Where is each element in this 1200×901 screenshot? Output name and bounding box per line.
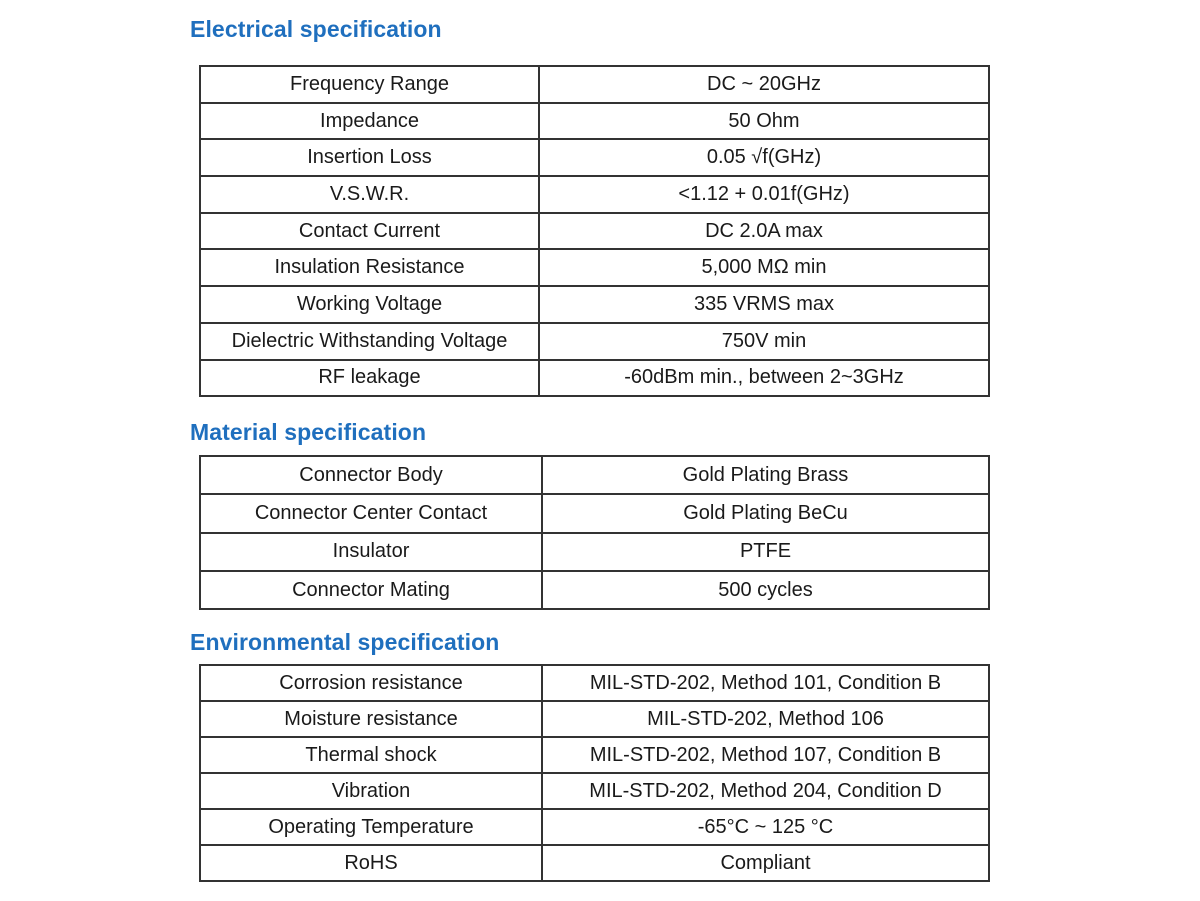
table-row: [200, 494, 989, 532]
table-row: [200, 845, 989, 881]
table-row: [200, 323, 989, 360]
environmental-spec-heading: Environmental specification: [190, 629, 500, 655]
value-cell: MIL-STD-202, Method 107, Condition B: [542, 737, 989, 773]
value-cell: 0.05 √f(GHz): [539, 139, 989, 176]
param-cell: RF leakage: [200, 360, 539, 397]
param-cell: Moisture resistance: [200, 701, 542, 737]
param-cell: Insulator: [200, 533, 542, 571]
param-cell: Working Voltage: [200, 286, 539, 323]
param-cell: Dielectric Withstanding Voltage: [200, 323, 539, 360]
value-cell: MIL-STD-202, Method 106: [542, 701, 989, 737]
param-cell: Insulation Resistance: [200, 249, 539, 286]
table-row: [200, 809, 989, 845]
electrical-spec-heading: Electrical specification: [190, 16, 442, 42]
table-row: [200, 103, 989, 140]
param-cell: Corrosion resistance: [200, 665, 542, 701]
electrical-spec-table: [199, 65, 990, 397]
param-cell: V.S.W.R.: [200, 176, 539, 213]
table-row: [200, 176, 989, 213]
material-spec-table: [199, 455, 990, 610]
table-row: [200, 533, 989, 571]
param-cell: Operating Temperature: [200, 809, 542, 845]
table-row: [200, 139, 989, 176]
table-row: [200, 66, 989, 103]
value-cell: DC 2.0A max: [539, 213, 989, 250]
value-cell: -60dBm min., between 2~3GHz: [539, 360, 989, 397]
value-cell: 500 cycles: [542, 571, 989, 609]
param-cell: Impedance: [200, 103, 539, 140]
param-cell: Insertion Loss: [200, 139, 539, 176]
table-row: [200, 571, 989, 609]
table-row: [200, 286, 989, 323]
value-cell: Gold Plating Brass: [542, 456, 989, 494]
value-cell: PTFE: [542, 533, 989, 571]
param-cell: Contact Current: [200, 213, 539, 250]
material-spec-heading: Material specification: [190, 419, 427, 445]
table-row: [200, 737, 989, 773]
table-row: [200, 701, 989, 737]
param-cell: Connector Body: [200, 456, 542, 494]
table-row: [200, 665, 989, 701]
param-cell: Thermal shock: [200, 737, 542, 773]
value-cell: 750V min: [539, 323, 989, 360]
table-row: [200, 773, 989, 809]
value-cell: MIL-STD-202, Method 204, Condition D: [542, 773, 989, 809]
value-cell: -65°C ~ 125 °C: [542, 809, 989, 845]
param-cell: RoHS: [200, 845, 542, 881]
value-cell: 335 VRMS max: [539, 286, 989, 323]
table-row: [200, 360, 989, 397]
value-cell: MIL-STD-202, Method 101, Condition B: [542, 665, 989, 701]
value-cell: DC ~ 20GHz: [539, 66, 989, 103]
param-cell: Connector Center Contact: [200, 494, 542, 532]
param-cell: Vibration: [200, 773, 542, 809]
value-cell: Compliant: [542, 845, 989, 881]
environmental-spec-table: [199, 664, 990, 882]
value-cell: 5,000 MΩ min: [539, 249, 989, 286]
param-cell: Frequency Range: [200, 66, 539, 103]
value-cell: 50 Ohm: [539, 103, 989, 140]
table-row: [200, 213, 989, 250]
table-row: [200, 249, 989, 286]
param-cell: Connector Mating: [200, 571, 542, 609]
value-cell: Gold Plating BeCu: [542, 494, 989, 532]
table-row: [200, 456, 989, 494]
value-cell: <1.12 + 0.01f(GHz): [539, 176, 989, 213]
